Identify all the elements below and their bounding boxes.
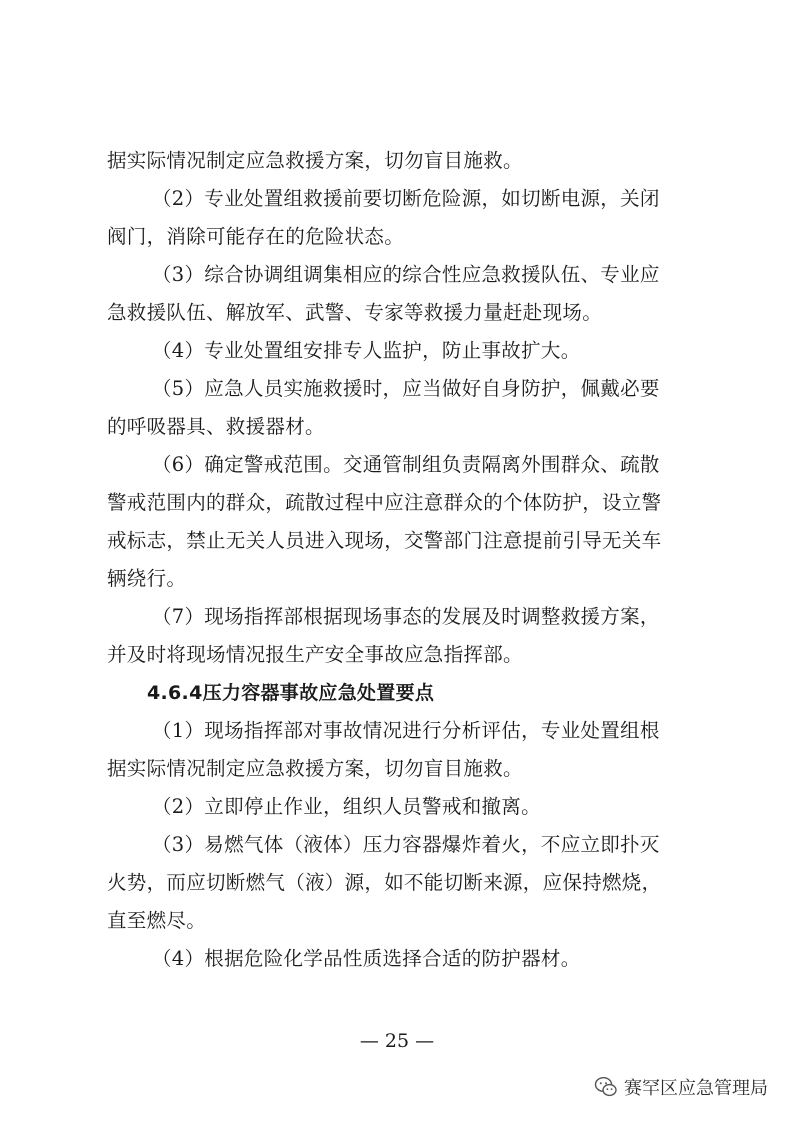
text-line: （2）专业处置组救援前要切断危险源，如切断电源，关闭 xyxy=(152,187,660,210)
text-line: 并及时将现场情况报生产安全事故应急指挥部。 xyxy=(107,643,523,666)
text-line: 火势，而应切断燃气（液）源，如不能切断来源，应保持燃烧， xyxy=(107,871,662,894)
text-line: （1）现场指挥部对事故情况进行分析评估，专业处置组根 xyxy=(152,719,660,742)
text-line: 戒标志，禁止无关人员进入现场，交警部门注意提前引导无关车 xyxy=(107,529,662,552)
text-line: 急救援队伍、解放军、武警、专家等救援力量赶赴现场。 xyxy=(107,301,603,324)
text-line: 阀门，消除可能存在的危险状态。 xyxy=(107,225,405,248)
text-line: （3）综合协调组调集相应的综合性应急救援队伍、专业应 xyxy=(152,263,660,286)
text-line: （4）专业处置组安排专人监护，防止事故扩大。 xyxy=(152,339,581,362)
text-line: （5）应急人员实施救援时，应当做好自身防护，佩戴必要 xyxy=(152,377,660,400)
account-watermark xyxy=(594,1074,768,1100)
text-line: 据实际情况制定应急救援方案，切勿盲目施救。 xyxy=(107,149,523,172)
watermark-text: 赛罕区应急管理局 xyxy=(624,1078,768,1099)
text-line: （3）易燃气体（液体）压力容器爆炸着火，不应立即扑灭 xyxy=(152,833,660,856)
text-line: 警戒范围内的群众，疏散过程中应注意群众的个体防护，设立警 xyxy=(107,491,662,514)
text-line: （4）根据危险化学品性质选择合适的防护器材。 xyxy=(152,947,581,970)
text-line: （7）现场指挥部根据现场事态的发展及时调整救援方案， xyxy=(152,605,660,628)
text-line: （2）立即停止作业，组织人员警戒和撤离。 xyxy=(152,795,541,818)
text-line: （6）确定警戒范围。交通管制组负责隔离外围群众、疏散 xyxy=(152,453,660,476)
text-line: 的呼吸器具、救援器材。 xyxy=(107,415,325,438)
text-line: 直至燃尽。 xyxy=(107,909,207,932)
document-body xyxy=(107,142,697,978)
text-line: 据实际情况制定应急救援方案，切勿盲目施救。 xyxy=(107,757,523,780)
section-heading: 4.6.4压力容器事故应急处置要点 xyxy=(147,682,435,704)
wechat-icon xyxy=(594,1076,618,1098)
page-number: — 25 — xyxy=(359,1030,435,1052)
text-line: 辆绕行。 xyxy=(107,567,187,590)
